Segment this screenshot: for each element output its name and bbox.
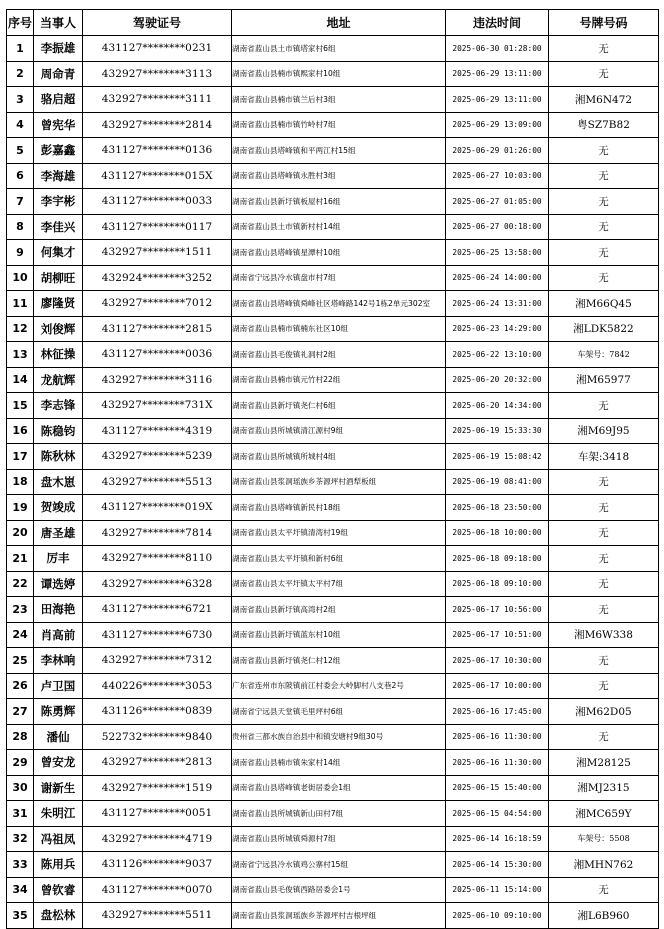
cell-plate: 无	[549, 546, 659, 572]
cell-plate: 车架号：7842	[549, 342, 659, 368]
cell-plate: 无	[549, 36, 659, 62]
cell-address: 湖南省蓝山县新圩镇尧仁村12组	[232, 648, 446, 674]
cell-license: 431127********0231	[83, 36, 232, 62]
cell-party: 肖高前	[34, 622, 83, 648]
cell-address: 湖南省蓝山县浆洞瑶族乡茶源坪村吉根坪组	[232, 903, 446, 929]
table-row	[7, 495, 659, 521]
table-row	[7, 418, 659, 444]
cell-index: 23	[7, 597, 34, 623]
cell-time: 2025-06-17 10:30:00	[446, 648, 549, 674]
cell-license: 432924********3252	[83, 265, 232, 291]
cell-index: 28	[7, 724, 34, 750]
cell-address: 湖南省蓝山县楠市镇兰后村3组	[232, 87, 446, 113]
cell-time: 2025-06-30 01:28:00	[446, 36, 549, 62]
cell-license: 431126********9037	[83, 852, 232, 878]
table-row	[7, 903, 659, 929]
cell-license: 432927********8110	[83, 546, 232, 572]
table-row	[7, 36, 659, 62]
cell-license: 432927********3113	[83, 61, 232, 87]
cell-license: 432927********7814	[83, 520, 232, 546]
cell-party: 李宇彬	[34, 189, 83, 215]
cell-time: 2025-06-22 13:10:00	[446, 342, 549, 368]
cell-address: 湖南省蓝山县新圩镇蓝东村10组	[232, 622, 446, 648]
table-row	[7, 61, 659, 87]
cell-plate: 无	[549, 648, 659, 674]
cell-plate: 湘M66Q45	[549, 291, 659, 317]
cell-time: 2025-06-20 20:32:00	[446, 367, 549, 393]
table-row	[7, 673, 659, 699]
header-plate: 号牌号码	[549, 10, 659, 36]
cell-address: 湖南省蓝山县塔峰镇星潭村10组	[232, 240, 446, 266]
table-row	[7, 622, 659, 648]
cell-time: 2025-06-29 13:09:00	[446, 112, 549, 138]
cell-address: 湖南省蓝山县塔峰镇和平两江村15组	[232, 138, 446, 164]
cell-time: 2025-06-20 14:34:00	[446, 393, 549, 419]
cell-time: 2025-06-24 13:31:00	[446, 291, 549, 317]
cell-license: 432927********3116	[83, 367, 232, 393]
cell-license: 432927********4719	[83, 826, 232, 852]
cell-party: 盘松林	[34, 903, 83, 929]
cell-index: 34	[7, 877, 34, 903]
cell-time: 2025-06-18 10:00:00	[446, 520, 549, 546]
cell-party: 陈用兵	[34, 852, 83, 878]
cell-time: 2025-06-23 14:29:00	[446, 316, 549, 342]
cell-index: 17	[7, 444, 34, 470]
cell-plate: 车架:3418	[549, 444, 659, 470]
cell-index: 32	[7, 826, 34, 852]
cell-license: 432927********1511	[83, 240, 232, 266]
cell-plate: 湘MJ2315	[549, 775, 659, 801]
header-index: 序号	[7, 10, 34, 36]
cell-license: 432927********7012	[83, 291, 232, 317]
table-row	[7, 112, 659, 138]
cell-address: 湖南省蓝山县塔峰镇舜峰社区塔峰路142号1栋2单元302室	[232, 291, 446, 317]
table-row	[7, 469, 659, 495]
cell-address: 湖南省蓝山县毛俊镇礼洞村2组	[232, 342, 446, 368]
table-row	[7, 648, 659, 674]
cell-time: 2025-06-18 09:10:00	[446, 571, 549, 597]
cell-party: 卢卫国	[34, 673, 83, 699]
cell-address: 湖南省蓝山县所城镇新山田村7组	[232, 801, 446, 827]
cell-index: 26	[7, 673, 34, 699]
cell-license: 432927********1519	[83, 775, 232, 801]
cell-index: 20	[7, 520, 34, 546]
cell-party: 陈稳钧	[34, 418, 83, 444]
cell-party: 曾安龙	[34, 750, 83, 776]
cell-time: 2025-06-29 13:11:00	[446, 87, 549, 113]
cell-index: 5	[7, 138, 34, 164]
cell-license: 432927********7312	[83, 648, 232, 674]
cell-index: 4	[7, 112, 34, 138]
cell-index: 11	[7, 291, 34, 317]
table-row	[7, 750, 659, 776]
table-row	[7, 546, 659, 572]
cell-address: 湖南省蓝山县新圩镇尧仁村6组	[232, 393, 446, 419]
cell-plate: 无	[549, 265, 659, 291]
cell-plate: 湘M28125	[549, 750, 659, 776]
cell-plate: 湘LDK5822	[549, 316, 659, 342]
cell-address: 湖南省蓝山县楠市镇熙家村10组	[232, 61, 446, 87]
cell-time: 2025-06-19 15:33:30	[446, 418, 549, 444]
cell-license: 432927********2813	[83, 750, 232, 776]
cell-time: 2025-06-10 09:10:00	[446, 903, 549, 929]
cell-index: 24	[7, 622, 34, 648]
cell-plate: 无	[549, 240, 659, 266]
cell-license: 431127********2815	[83, 316, 232, 342]
cell-license: 431127********0136	[83, 138, 232, 164]
cell-time: 2025-06-19 08:41:00	[446, 469, 549, 495]
cell-party: 盘木崽	[34, 469, 83, 495]
cell-party: 贺竣成	[34, 495, 83, 521]
cell-address: 湖南省蓝山县土市镇塔家村6组	[232, 36, 446, 62]
cell-index: 25	[7, 648, 34, 674]
cell-license: 431127********0051	[83, 801, 232, 827]
cell-party: 刘俊辉	[34, 316, 83, 342]
table-row	[7, 852, 659, 878]
cell-index: 22	[7, 571, 34, 597]
table-row	[7, 214, 659, 240]
cell-address: 湖南省蓝山县新圩镇板屋村16组	[232, 189, 446, 215]
cell-time: 2025-06-19 15:08:42	[446, 444, 549, 470]
cell-time: 2025-06-15 04:54:00	[446, 801, 549, 827]
cell-index: 9	[7, 240, 34, 266]
table-row	[7, 597, 659, 623]
cell-license: 431126********0839	[83, 699, 232, 725]
cell-license: 431127********0117	[83, 214, 232, 240]
header-row	[7, 10, 659, 36]
table-row	[7, 138, 659, 164]
cell-license: 431127********0033	[83, 189, 232, 215]
cell-party: 李佳兴	[34, 214, 83, 240]
cell-address: 湖南省蓝山县土市镇新村村14组	[232, 214, 446, 240]
cell-address: 湖南省蓝山县楠市镇竹岭村7组	[232, 112, 446, 138]
cell-party: 朱明江	[34, 801, 83, 827]
cell-plate: 无	[549, 214, 659, 240]
cell-party: 谭选婷	[34, 571, 83, 597]
cell-party: 骆启超	[34, 87, 83, 113]
cell-time: 2025-06-17 10:00:00	[446, 673, 549, 699]
cell-time: 2025-06-17 10:56:00	[446, 597, 549, 623]
cell-party: 冯祖凤	[34, 826, 83, 852]
cell-index: 21	[7, 546, 34, 572]
cell-index: 8	[7, 214, 34, 240]
cell-party: 厉丰	[34, 546, 83, 572]
cell-time: 2025-06-25 13:58:00	[446, 240, 549, 266]
cell-index: 14	[7, 367, 34, 393]
cell-time: 2025-06-14 16:18:59	[446, 826, 549, 852]
cell-time: 2025-06-16 17:45:00	[446, 699, 549, 725]
cell-license: 522732********9840	[83, 724, 232, 750]
cell-index: 27	[7, 699, 34, 725]
table-row	[7, 724, 659, 750]
cell-plate: 无	[549, 520, 659, 546]
table-row	[7, 393, 659, 419]
cell-party: 廖隆贤	[34, 291, 83, 317]
table-row	[7, 240, 659, 266]
table-row	[7, 367, 659, 393]
cell-time: 2025-06-27 10:03:00	[446, 163, 549, 189]
cell-plate: 无	[549, 61, 659, 87]
table-row	[7, 444, 659, 470]
cell-index: 7	[7, 189, 34, 215]
cell-time: 2025-06-16 11:30:00	[446, 724, 549, 750]
cell-address: 湖南省宁远县冷水镇鸡公寨村15组	[232, 852, 446, 878]
cell-index: 1	[7, 36, 34, 62]
cell-plate: 无	[549, 495, 659, 521]
cell-party: 李海雄	[34, 163, 83, 189]
cell-address: 湖南省蓝山县毛俊镇西路居委会1号	[232, 877, 446, 903]
cell-plate: 粤SZ7B82	[549, 112, 659, 138]
cell-party: 李林响	[34, 648, 83, 674]
cell-time: 2025-06-29 13:11:00	[446, 61, 549, 87]
cell-time: 2025-06-27 00:18:00	[446, 214, 549, 240]
cell-address: 湖南省蓝山县太平圩镇和新村6组	[232, 546, 446, 572]
cell-plate: 无	[549, 469, 659, 495]
table-row	[7, 87, 659, 113]
header-license: 驾驶证号	[83, 10, 232, 36]
header-address: 地址	[232, 10, 446, 36]
cell-address: 湖南省宁远县冷水镇盘市村7组	[232, 265, 446, 291]
cell-license: 440226********3053	[83, 673, 232, 699]
cell-address: 广东省连州市东陂镇前江村委会大岭脚村八支巷2号	[232, 673, 446, 699]
cell-index: 35	[7, 903, 34, 929]
cell-address: 贵州省三都水族自治县中和镇安塘村9组30号	[232, 724, 446, 750]
cell-time: 2025-06-18 23:50:00	[446, 495, 549, 521]
table-row	[7, 342, 659, 368]
cell-index: 2	[7, 61, 34, 87]
cell-license: 431127********4319	[83, 418, 232, 444]
cell-address: 湖南省蓝山县太平圩镇太平村7组	[232, 571, 446, 597]
cell-index: 29	[7, 750, 34, 776]
cell-plate: 无	[549, 571, 659, 597]
cell-index: 13	[7, 342, 34, 368]
cell-address: 湖南省蓝山县所城镇清江源村9组	[232, 418, 446, 444]
cell-license: 431127********6730	[83, 622, 232, 648]
cell-party: 潘仙	[34, 724, 83, 750]
cell-party: 龙航辉	[34, 367, 83, 393]
cell-license: 432927********2814	[83, 112, 232, 138]
cell-party: 田海艳	[34, 597, 83, 623]
cell-index: 3	[7, 87, 34, 113]
cell-plate: 湘M65977	[549, 367, 659, 393]
cell-index: 15	[7, 393, 34, 419]
cell-plate: 无	[549, 877, 659, 903]
cell-plate: 无	[549, 189, 659, 215]
cell-party: 谢新生	[34, 775, 83, 801]
cell-plate: 无	[549, 163, 659, 189]
cell-license: 432927********5513	[83, 469, 232, 495]
cell-time: 2025-06-17 10:51:00	[446, 622, 549, 648]
cell-time: 2025-06-29 01:26:00	[446, 138, 549, 164]
cell-address: 湖南省宁远县天堂镇毛里坪村6组	[232, 699, 446, 725]
cell-license: 432927********3111	[83, 87, 232, 113]
cell-plate: 湘M62D05	[549, 699, 659, 725]
cell-index: 10	[7, 265, 34, 291]
cell-license: 432927********5511	[83, 903, 232, 929]
cell-party: 曾钦睿	[34, 877, 83, 903]
cell-party: 何集才	[34, 240, 83, 266]
cell-license: 432927********5239	[83, 444, 232, 470]
cell-index: 12	[7, 316, 34, 342]
cell-party: 曾宪华	[34, 112, 83, 138]
cell-party: 周命青	[34, 61, 83, 87]
cell-time: 2025-06-16 11:30:00	[446, 750, 549, 776]
table-row	[7, 877, 659, 903]
cell-party: 陈秋林	[34, 444, 83, 470]
cell-license: 431127********015X	[83, 163, 232, 189]
table-row	[7, 571, 659, 597]
cell-time: 2025-06-14 15:30:00	[446, 852, 549, 878]
cell-time: 2025-06-15 15:40:00	[446, 775, 549, 801]
cell-party: 陈勇辉	[34, 699, 83, 725]
cell-index: 16	[7, 418, 34, 444]
cell-time: 2025-06-24 14:00:00	[446, 265, 549, 291]
cell-plate: 湘MHN762	[549, 852, 659, 878]
cell-address: 湖南省蓝山县塔峰镇永胜村3组	[232, 163, 446, 189]
cell-party: 胡柳旺	[34, 265, 83, 291]
cell-address: 湖南省蓝山县所城镇所城村4组	[232, 444, 446, 470]
cell-plate: 车架号：5508	[549, 826, 659, 852]
cell-address: 湖南省蓝山县楠市镇朱家村14组	[232, 750, 446, 776]
cell-plate: 无	[549, 673, 659, 699]
cell-address: 湖南省蓝山县楠市镇楠东社区10组	[232, 316, 446, 342]
cell-time: 2025-06-27 01:05:00	[446, 189, 549, 215]
cell-license: 432927********731X	[83, 393, 232, 419]
cell-address: 湖南省蓝山县新圩镇高湾村2组	[232, 597, 446, 623]
cell-license: 432927********6328	[83, 571, 232, 597]
table-row	[7, 265, 659, 291]
cell-plate: 无	[549, 724, 659, 750]
table-row	[7, 163, 659, 189]
header-party: 当事人	[34, 10, 83, 36]
cell-index: 33	[7, 852, 34, 878]
cell-index: 31	[7, 801, 34, 827]
table-row	[7, 801, 659, 827]
table-row	[7, 775, 659, 801]
table-row	[7, 699, 659, 725]
table-row	[7, 826, 659, 852]
cell-address: 湖南省蓝山县浆洞瑶族乡茶源坪村酒犁板组	[232, 469, 446, 495]
cell-plate: 无	[549, 393, 659, 419]
cell-index: 30	[7, 775, 34, 801]
cell-plate: 湘MC659Y	[549, 801, 659, 827]
cell-plate: 湘L6B960	[549, 903, 659, 929]
table-row	[7, 291, 659, 317]
cell-party: 林征操	[34, 342, 83, 368]
table-row	[7, 520, 659, 546]
cell-party: 李振雄	[34, 36, 83, 62]
cell-license: 431127********6721	[83, 597, 232, 623]
cell-address: 湖南省蓝山县所城镇舜源村7组	[232, 826, 446, 852]
cell-license: 431127********019X	[83, 495, 232, 521]
table-row	[7, 189, 659, 215]
cell-index: 18	[7, 469, 34, 495]
cell-plate: 湘M69J95	[549, 418, 659, 444]
cell-address: 湖南省蓝山县塔峰镇老街居委会1组	[232, 775, 446, 801]
cell-party: 李志锋	[34, 393, 83, 419]
cell-time: 2025-06-18 09:18:00	[446, 546, 549, 572]
cell-plate: 无	[549, 597, 659, 623]
cell-party: 彭嘉鑫	[34, 138, 83, 164]
cell-plate: 无	[549, 138, 659, 164]
cell-plate: 湘M6W338	[549, 622, 659, 648]
cell-party: 唐圣雄	[34, 520, 83, 546]
header-time: 违法时间	[446, 10, 549, 36]
cell-address: 湖南省蓝山县楠市镇元竹村22组	[232, 367, 446, 393]
cell-index: 19	[7, 495, 34, 521]
cell-license: 431127********0070	[83, 877, 232, 903]
cell-address: 湖南省蓝山县太平圩镇清湾村19组	[232, 520, 446, 546]
cell-license: 431127********0036	[83, 342, 232, 368]
table-row	[7, 316, 659, 342]
cell-index: 6	[7, 163, 34, 189]
violation-table	[6, 9, 659, 929]
cell-address: 湖南省蓝山县塔峰镇新民村18组	[232, 495, 446, 521]
cell-plate: 湘M6N472	[549, 87, 659, 113]
cell-time: 2025-06-11 15:14:00	[446, 877, 549, 903]
